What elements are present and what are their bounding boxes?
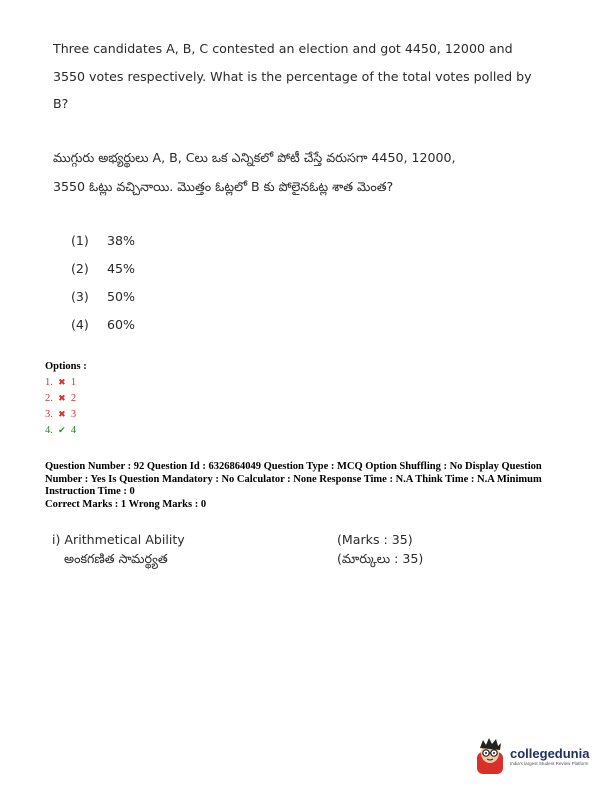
option-index: 3. (45, 408, 53, 420)
check-icon: ✔ (58, 424, 66, 435)
option-index: 2. (45, 392, 53, 404)
choice-text: 38% (107, 232, 135, 248)
section-marks-telugu: (మార్కులు : 35) (337, 551, 424, 566)
choice-text: 50% (107, 288, 135, 304)
question-english: Three candidates A, B, C contested an election and got 4450, 12000 and 3550 votes respectively. What is the percentage of the total votes polled by B? (53, 41, 532, 111)
choice-item (71, 254, 135, 282)
options-heading: Options : (45, 361, 87, 372)
option-index: 1. (45, 376, 53, 388)
question-telugu-line-2: 3550 ఓట్లు వచ్చినాయి. మొత్తం ఓట్లలో B కు పోలైనఓట్ల శాత మెంత? (53, 179, 394, 194)
option-value: 1 (70, 376, 77, 388)
section-header (52, 530, 472, 568)
cross-icon: ✖ (58, 408, 66, 419)
option-index: 4. (45, 424, 53, 436)
option-value: 4 (70, 424, 77, 436)
question-telugu (53, 143, 553, 201)
question-info: Question Number : 92 Question Id : 6326864049 Question Type : MCQ Option Shuffling : No Display Question Number : Yes Is Question Mandatory : No Calculator : None Response Time : N.A Think Time : N.A Minimum Instruction Time : 0 (45, 461, 542, 497)
option-row (45, 422, 87, 438)
section-label-telugu: అంకగణిత సామర్థ్యత (64, 551, 168, 566)
choice-item (71, 282, 135, 310)
option-value: 3 (70, 408, 77, 420)
option-row (45, 390, 87, 406)
option-row (45, 374, 87, 390)
choice-text: 60% (107, 316, 135, 332)
choice-number: (2) (71, 260, 89, 276)
question-metadata (45, 461, 570, 511)
choice-item (71, 310, 135, 338)
cross-icon: ✖ (58, 392, 66, 403)
question-telugu-line-1: ముగ్గురు అభ్యర్థులు A, B, Cలు ఒక ఎన్నికలో పోటీ చేస్తే వరుసగా 4450, 12000, (53, 150, 456, 165)
choice-item (71, 226, 135, 254)
answer-choices (71, 226, 135, 338)
choice-number: (1) (71, 232, 89, 248)
marks-info: Correct Marks : 1 Wrong Marks : 0 (45, 498, 207, 510)
logo-brand: collegedunia (510, 745, 590, 761)
section-marks: (Marks : 35) (337, 532, 413, 547)
section-label: i) Arithmetical Ability (52, 532, 185, 547)
cross-icon: ✖ (58, 376, 66, 387)
options-list (45, 361, 87, 438)
option-row (45, 406, 87, 422)
collegedunia-logo (474, 738, 589, 774)
option-value: 2 (70, 392, 77, 404)
choice-number: (3) (71, 288, 89, 304)
logo-tagline: India's largest Student Review Platform (510, 760, 589, 766)
choice-number: (4) (71, 316, 89, 332)
choice-text: 45% (107, 260, 135, 276)
mascot-icon (474, 738, 506, 774)
